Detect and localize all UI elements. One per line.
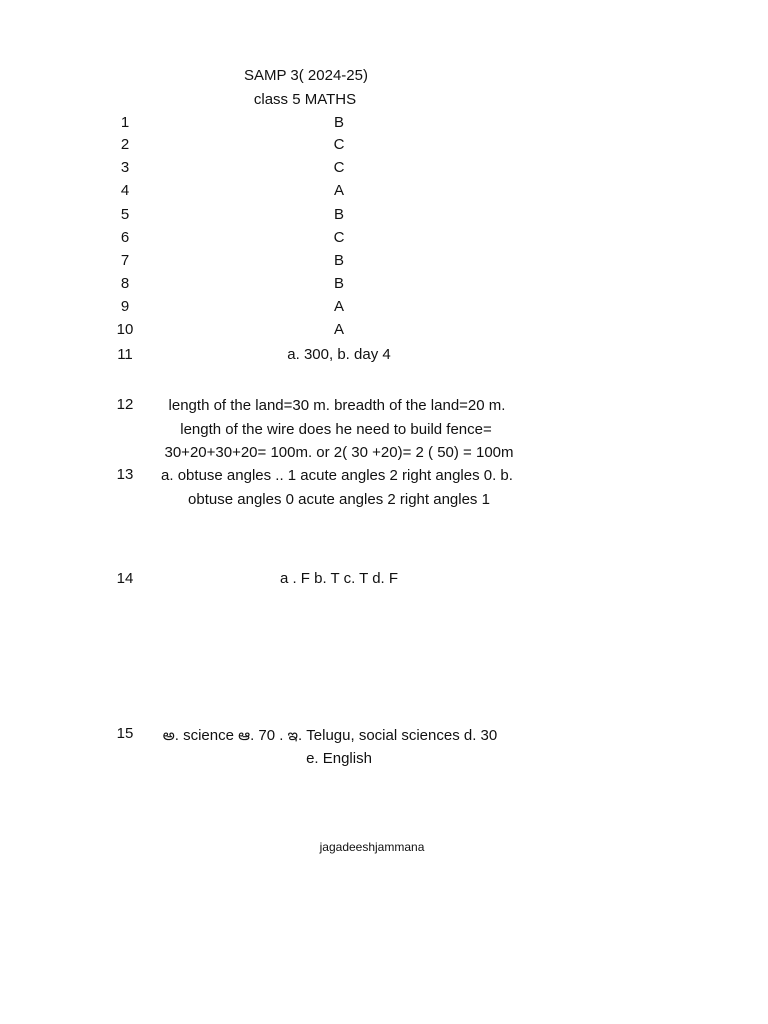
- answer-15-line-2: e. English: [306, 750, 372, 767]
- question-number: 1: [120, 114, 130, 131]
- footer-author: jagadeeshjammana: [319, 840, 425, 854]
- question-number: 13: [116, 466, 134, 483]
- answer-11: a. 300, b. day 4: [287, 346, 391, 363]
- answer: A: [333, 298, 345, 315]
- question-number: 7: [120, 252, 130, 269]
- question-number: 4: [120, 182, 130, 199]
- answer: B: [333, 252, 345, 269]
- answer: B: [333, 275, 345, 292]
- answer-14: a . F b. T c. T d. F: [279, 570, 399, 587]
- page-title: SAMP 3( 2024-25): [244, 67, 368, 84]
- question-number: 11: [117, 346, 133, 363]
- question-number: 8: [120, 275, 130, 292]
- answer-12-line-2: length of the wire does he need to build fence=: [180, 421, 492, 438]
- answer: B: [333, 206, 345, 223]
- answer: C: [333, 229, 345, 246]
- answer-12-line-3: 30+20+30+20= 100m. or 2( 30 +20)= 2 ( 50) = 100m: [164, 444, 514, 461]
- answer: C: [333, 159, 345, 176]
- question-number: 9: [120, 298, 130, 315]
- question-number: 10: [116, 321, 134, 338]
- answer-12-line-1: length of the land=30 m. breadth of the land=20 m.: [168, 397, 506, 414]
- question-number: 6: [120, 229, 130, 246]
- answer-13-line-1: a. obtuse angles .. 1 acute angles 2 right angles 0. b.: [161, 467, 513, 484]
- answer-15-line-1: అ. science ఆ. 70 . ఇ. Telugu, social sciences d. 30: [162, 727, 498, 744]
- answer: A: [333, 321, 345, 338]
- question-number: 3: [120, 159, 130, 176]
- answer: B: [333, 114, 345, 131]
- question-number: 12: [116, 396, 134, 413]
- page-subtitle: class 5 MATHS: [253, 91, 357, 108]
- question-number: 14: [116, 570, 134, 587]
- question-number: 15: [116, 725, 134, 742]
- answer-13-line-2: obtuse angles 0 acute angles 2 right angles 1: [188, 491, 490, 508]
- answer: A: [333, 182, 345, 199]
- question-number: 2: [120, 136, 130, 153]
- answer: C: [333, 136, 345, 153]
- question-number: 5: [120, 206, 130, 223]
